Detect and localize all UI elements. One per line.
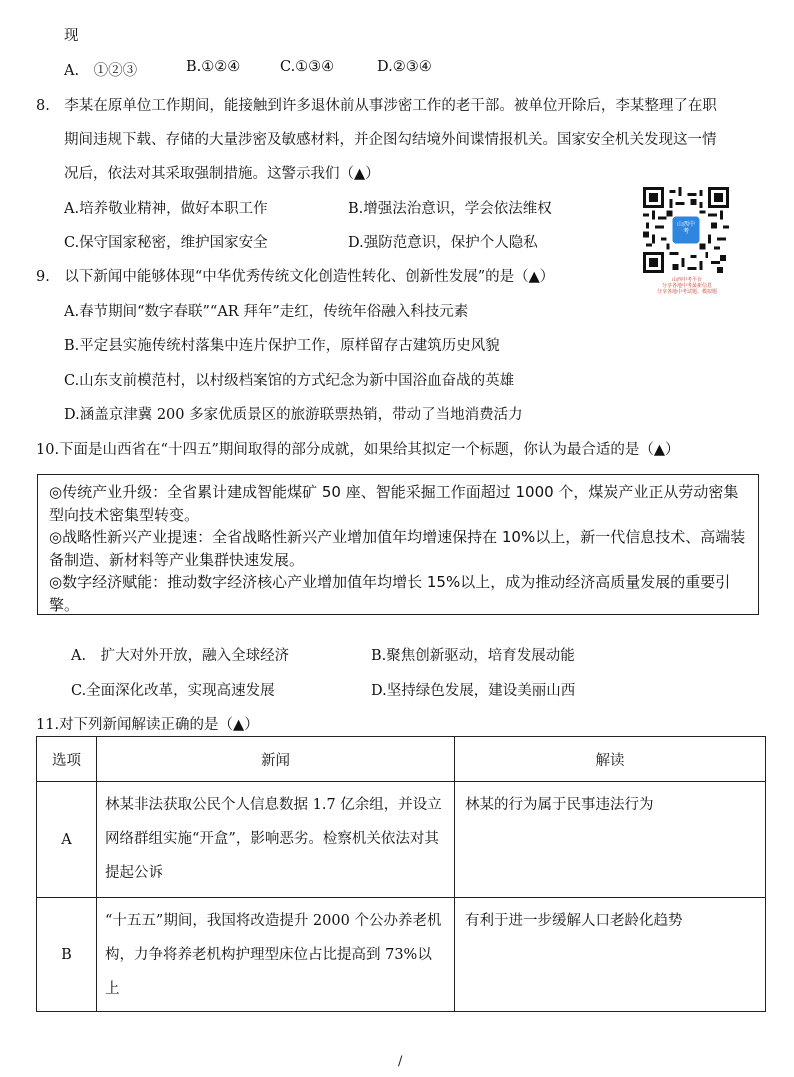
table-row [37,782,766,898]
q8-stem-line-3: 况后，依法对其采取强制措施。这警示我们（▲） [64,166,380,182]
q8-option-c: C.保守国家秘密，维护国家安全 [64,235,268,251]
q8-option-b: B.增强法治意识，学会依法维权 [348,201,552,217]
q9-stem: 9. 以下新闻中能够体现“中华优秀传统文化创造性转化、创新性发展”的是（▲） [36,269,555,285]
q10-box-item-3: ◎数字经济赋能：推动数字经济核心产业增加值年均增长 15%以上，成为推动经济高质量发展的重要引擎。 [49,573,731,614]
row-a-interpretation: 林某的行为属于民事违法行为 [455,782,766,898]
q10-achievements-box [37,474,759,615]
q10-option-b: B.聚焦创新驱动，培育发展动能 [371,648,575,664]
q9-option-d: D.涵盖京津冀 200 多家优质景区的旅游联票热销，带动了当地消费活力 [64,407,523,423]
q10-box-item-2: ◎战略性新兴产业提速：全省战略性新兴产业增加值年均增速保持在 10%以上，新一代信息技术、高端装备制造、新材料等产业集群快速发展。 [49,528,746,569]
row-b-news: “十五五”期间，我国将改造提升 2000 个公办养老机构，力争将养老机构护理型床位占比提高到 73%以上 [97,898,455,1012]
q10-option-a: A. 扩大对外开放，融入全球经济 [71,648,290,664]
header-option: 选项 [37,737,97,782]
qr-center-text: 山西中考 [677,221,696,235]
qr-caption-line-1: 山西中考平台 [671,277,702,283]
qr-caption-line-2: 分享各地中考最新信息 [661,283,712,289]
q7-option-b: B.①②④ [186,59,241,75]
q10-stem: 10.下面是山西省在“十四五”期间取得的部分成就，如果给其拟定一个标题，你认为最合适的是（▲） [36,442,680,458]
q7-option-a: A. ①②③ [64,63,138,79]
q9-option-a: A.春节期间“数字春联”“AR 拜年”走红，传统年俗融入科技元素 [64,304,469,320]
row-b-option: B [37,898,97,1012]
q10-box-item-1: ◎传统产业升级：全省累计建成智能煤矿 50 座、智能采掘工作面超过 1000 个，煤炭产业正从劳动密集型向技术密集型转变。 [49,483,739,524]
q7-option-d: D.②③④ [377,59,432,75]
q11-news-table [36,736,766,1012]
q9-option-b: B.平定县实施传统村落集中连片保护工作，原样留存古建筑历史风貌 [64,338,500,354]
q8-option-a: A.培养敬业精神，做好本职工作 [64,201,268,217]
header-news: 新闻 [97,737,455,782]
q7-stem-tail: 现 [64,28,79,44]
q10-option-c: C.全面深化改革，实现高速发展 [71,683,275,699]
row-a-news: 林某非法获取公民个人信息数据 1.7 亿余组，并设立网络群组实施“开盒”，影响恶劣。检察机关依法对其提起公诉 [97,782,455,898]
q8-stem-line-2: 期间违规下载、存储的大量涉密及敏感材料，并企图勾结境外间谍情报机关。国家安全机关发现这一情 [64,132,717,148]
q11-stem: 11.对下列新闻解读正确的是（▲） [36,717,259,733]
page-number: / [398,1054,403,1069]
header-interpretation: 解读 [455,737,766,782]
row-a-option: A [37,782,97,898]
row-b-interpretation: 有利于进一步缓解人口老龄化趋势 [455,898,766,1012]
q7-option-c: C.①③④ [280,59,335,75]
q10-option-d: D.坚持绿色发展，建设美丽山西 [371,683,576,699]
q8-stem-line-1: 8. 李某在原单位工作期间，能接触到许多退休前从事涉密工作的老干部。被单位开除后，李某整理了在职 [36,98,717,114]
q8-option-d: D.强防范意识，保护个人隐私 [348,235,538,251]
q9-option-c: C.山东支前模范村，以村级档案馆的方式纪念为新中国浴血奋战的英雄 [64,373,515,389]
qr-caption [639,277,735,295]
table-header-row [37,737,766,782]
qr-caption-line-3: 分享各地中考试题、模拟题 [656,289,717,295]
table-row [37,898,766,1012]
